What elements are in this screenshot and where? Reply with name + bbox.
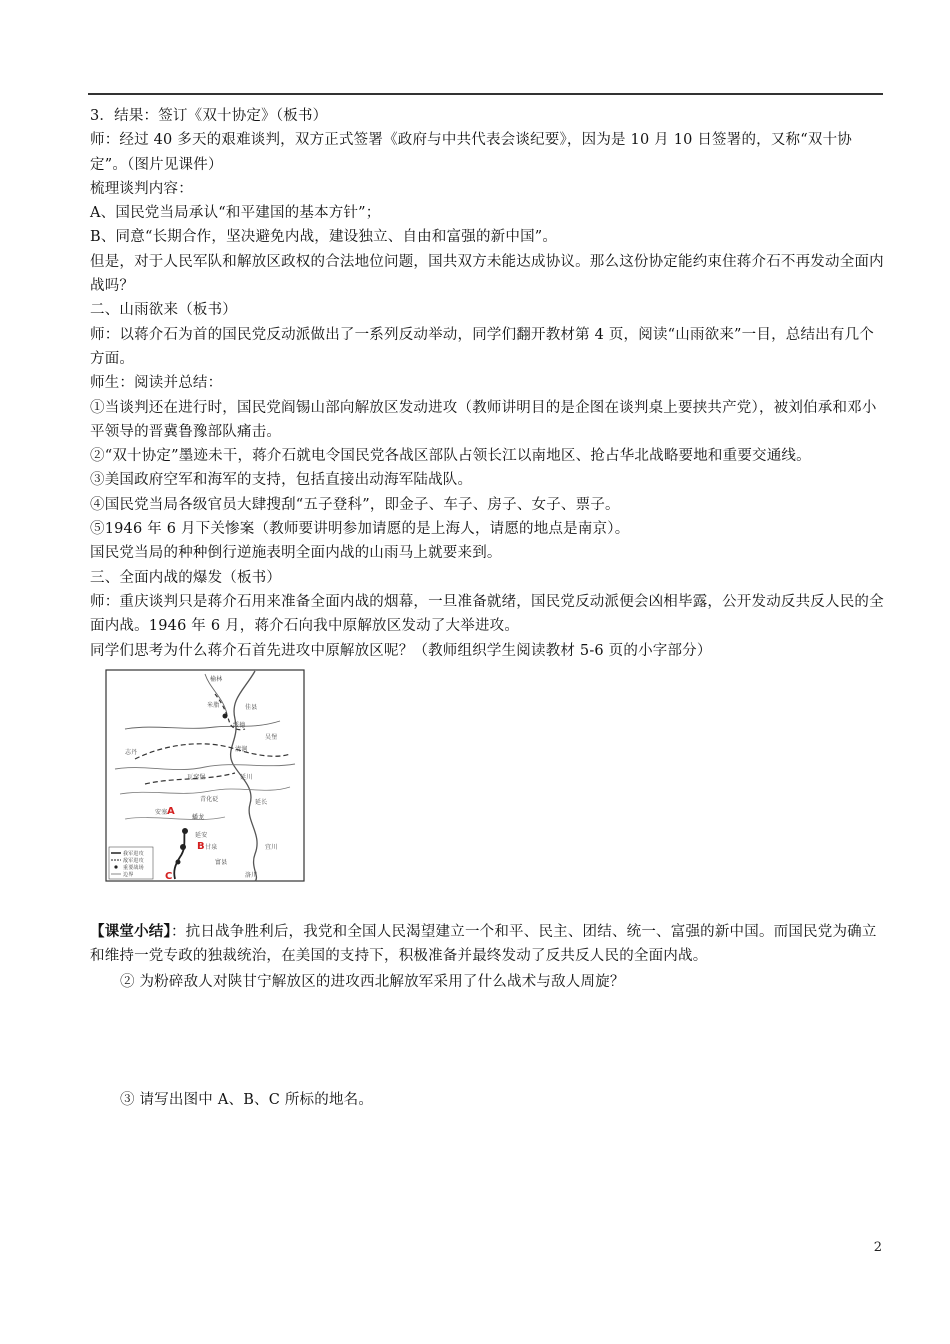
content-point-a: A、国民党当局承认“和平建国的基本方针”； <box>90 205 381 222</box>
place-label-14: 甘泉 <box>205 843 218 851</box>
negotiation-content-heading: 梳理谈判内容： <box>90 180 193 197</box>
teacher-paragraph-double-ten: 师：经过 40 多天的艰难谈判，双方正式签署《政府与中共代表会谈纪要》，因为是 10 月 10 日签署的，又称“双十协定”。（图片见课件） <box>90 132 852 173</box>
place-label-15: 富县 <box>215 858 228 866</box>
class-summary <box>90 920 885 969</box>
legend-item-0: 我军进攻 <box>123 850 144 857</box>
class-summary-text: ：抗日战争胜利后，我党和全国人民渴望建立一个和平、民主、团结、统一、富强的新中国。而国民党为确立和维持一党专政的独裁统治，在美国的支持下，积极准备并最终发动了反共反人民的全面内战。 <box>90 923 877 965</box>
conclusion-sentence: 国民党当局的种种倒行逆施表明全面内战的山雨马上就要来到。 <box>90 545 502 562</box>
question-paragraph: 但是，对于人民军队和解放区政权的合法地位问题，国共双方未能达成协议。那么这份协定能约束住蒋介石不再发动全面内战吗？ <box>90 253 884 295</box>
content-point-b: B、同意“长期合作，坚决避免内战，建设独立、自由和富强的新中国”。 <box>90 229 558 246</box>
campaign-map-svg <box>105 669 305 882</box>
teacher-student-summary-heading: 师生：阅读并总结： <box>90 375 223 392</box>
result-heading: 3．结果：签订《双十协定》（板书） <box>90 108 328 124</box>
teacher-paragraph-civil-war: 师：重庆谈判只是蒋介石用来准备全面内战的烟幕，一旦准备就绪，国民党反动派便会凶相毕露，公开发动反共反人民的全面内战。1946 年 6 月，蒋介石向我中原解放区发动了大举进攻。 <box>90 593 884 635</box>
legend-item-2: 重要战场 <box>123 864 144 871</box>
place-label-8: 延长 <box>255 798 268 806</box>
place-label-2: 佳县 <box>245 703 258 711</box>
question-3: ③ 请写出图中 A、B、C 所标的地名。 <box>120 1091 374 1108</box>
map-marker-b: B <box>197 840 205 852</box>
place-label-0: 榆林 <box>210 675 223 683</box>
battle-site-4 <box>223 713 228 718</box>
campaign-map <box>105 669 305 882</box>
place-label-9: 安塞 <box>155 808 168 816</box>
battle-site-3 <box>176 859 181 864</box>
summary-point-2: ②“双十协定”墨迹未干，蒋介石就电令国民党各战区部队占领长江以南地区、抢占华北战略要地和重要交通线。 <box>90 448 811 465</box>
section-three-heading: 三、全面内战的爆发（板书） <box>90 569 282 586</box>
place-label-3: 绥德 <box>233 721 246 729</box>
place-label-7: 瓦窑堡 <box>187 773 206 781</box>
summary-point-3: ③美国政府空军和海军的支持，包括直接出动海军陆战队。 <box>90 472 473 489</box>
page-number: 2 <box>873 1240 882 1255</box>
summary-point-1: ①当谈判还在进行时，国民党阎锡山部向解放区发动进攻（教师讲明目的是企图在谈判桌上要挟共产党），被刘伯承和邓小平领导的晋冀鲁豫部队痛击。 <box>90 399 877 440</box>
discussion-question: 同学们思考为什么蒋介石首先进攻中原解放区呢？（教师组织学生阅读教材 5-6 页的小字部分） <box>90 642 712 659</box>
document-body <box>90 104 885 1112</box>
battle-site-2 <box>180 844 186 850</box>
place-label-16: 宜川 <box>265 843 278 851</box>
place-label-10: 蟠龙 <box>192 813 205 821</box>
class-summary-label: 【课堂小结】 <box>90 922 171 940</box>
section-two-heading: 二、山雨欲来（板书） <box>90 302 237 319</box>
summary-point-4: ④国民党当局各级官员大肆搜刮“五子登科”，即金子、车子、房子、女子、票子。 <box>90 496 620 513</box>
battle-site-1 <box>182 828 188 834</box>
map-marker-c: C <box>165 870 173 882</box>
place-label-5: 延川 <box>240 773 253 781</box>
header-rule <box>88 93 883 95</box>
place-label-11: 青化砭 <box>200 795 219 803</box>
place-label-12: 志丹 <box>125 748 138 756</box>
summary-point-5: ⑤1946 年 6 月下关惨案（教师要讲明参加请愿的是上海人，请愿的地点是南京）。 <box>90 521 630 538</box>
place-label-4: 清涧 <box>235 745 248 753</box>
place-label-6: 吴堡 <box>265 733 278 741</box>
legend-item-1: 敌军进攻 <box>123 857 144 864</box>
question-2: ② 为粉碎敌人对陕甘宁解放区的进攻西北解放军采用了什么战术与敌人周旋？ <box>120 974 625 991</box>
place-label-17: 洛川 <box>245 871 258 879</box>
place-label-13: 延安 <box>195 831 208 839</box>
teacher-paragraph-mountain-rain: 师：以蒋介石为首的国民党反动派做出了一系列反动举动，同学们翻开教材第 4 页，阅读“山雨欲来”一目，总结出有几个方面。 <box>90 326 874 367</box>
legend-item-3: 边界 <box>123 871 134 878</box>
place-label-1: 米脂 <box>207 701 220 709</box>
map-marker-a: A <box>167 805 175 817</box>
